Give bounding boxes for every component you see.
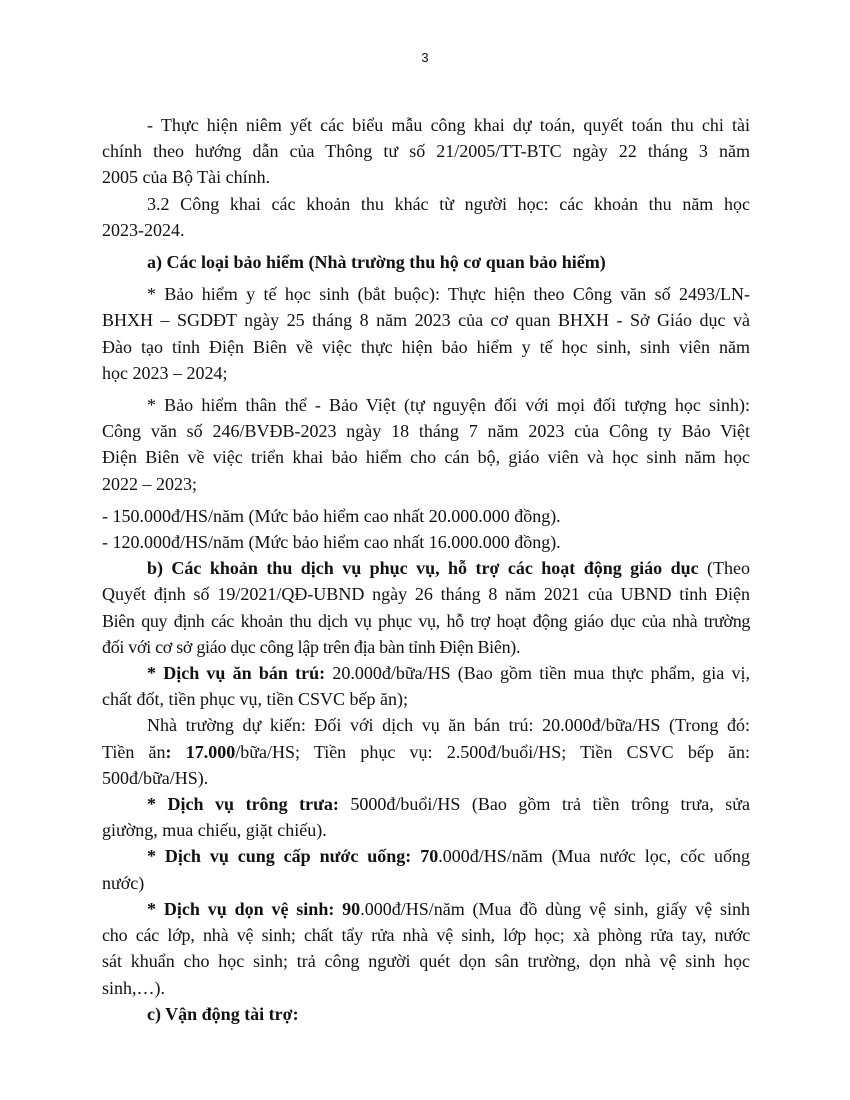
paragraph-budget-posting [102,112,750,191]
service-water [102,843,750,895]
text-line: Công văn số 246/BVĐB-2023 ngày 18 tháng 7 năm 2023 của Công ty Bảo Việt [102,421,750,442]
heading-text: a) Các loại bảo hiểm (Nhà trường thu hộ cơ quan bảo hiểm) [147,252,606,273]
text-line: học 2023 – 2024; [102,362,228,383]
insurance-option-120k: - 120.000đ/HS/năm (Mức bảo hiểm cao nhất 16.000.000 đồng). [102,532,561,553]
text-line: 2005 của Bộ Tài chính. [102,167,271,188]
text-line: Quyết định số 19/2021/QĐ-UBND ngày 26 tháng 8 năm 2021 của UBND tỉnh Điện [102,584,750,605]
text-line: Biên quy định các khoản thu dịch vụ phục vụ, hỗ trợ hoạt động giáo dục của nhà trường [102,610,750,631]
text-run: .000đ/HS/năm (Mua đồ dùng vệ sinh, giấy vệ sinh [360,898,750,919]
service-meal [102,660,750,712]
text-run: 5000đ/buổi/HS (Bao gồm trả tiền trông trưa, sửa [338,794,750,815]
text-line: Nhà trường dự kiến: Đối với dịch vụ ăn bán trú: 20.000đ/bữa/HS (Trong đó: [147,715,750,736]
text-line: chính theo hướng dẫn của Thông tư số 21/2005/TT-BTC ngày 22 tháng 3 năm [102,141,750,162]
text-line: 2022 – 2023; [102,473,198,494]
text-run: (Theo [698,558,751,579]
paragraph-body-insurance [102,392,750,497]
service-nap [102,791,750,843]
heading-insurance [102,249,750,275]
paragraph-service-fees [102,555,750,660]
service-label: * Dịch vụ ăn bán trú: [147,663,326,684]
text-line: đối với cơ sở giáo dục công lập trên địa bàn tỉnh Điện Biên). [102,636,521,657]
text-run: .000đ/HS/năm (Mua nước lọc, cốc uống [438,846,750,867]
text-line: * Bảo hiểm y tế học sinh (bắt buộc): Thực hiện theo Công văn số 2493/LN- [147,284,750,305]
text-line: giường, mua chiếu, giặt chiếu). [102,820,327,841]
insurance-options [102,503,750,555]
text-line: sinh,…). [102,977,165,998]
text-line: nước) [102,872,145,893]
text-line: Điện Biên về việc triển khai bảo hiểm cho cán bộ, giáo viên và học sinh năm học [102,447,750,468]
heading-text: c) Vận động tài trợ: [147,1003,299,1024]
paragraph-section-3-2 [102,191,750,243]
text-line: BHXH – SGDĐT ngày 25 tháng 8 năm 2023 của cơ quan BHXH - Sở Giáo dục và [102,310,750,331]
service-label: * Dịch vụ dọn vệ sinh: 90 [147,898,361,919]
meal-cost-value: : 17.000 [165,741,236,762]
service-label: * Dịch vụ trông trưa: [147,794,339,815]
text-line: 2023-2024. [102,219,185,240]
text-line: cho các lớp, nhà vệ sinh; chất tẩy rửa nhà vệ sinh, lớp học; xà phòng rửa tay, nước [102,925,750,946]
text-run: 20.000đ/bữa/HS (Bao gồm tiền mua thực phẩm, gia vị, [325,663,750,684]
heading-services: b) Các khoản thu dịch vụ phục vụ, hỗ trợ các hoạt động giáo dục [147,558,699,579]
text-line: chất đốt, tiền phục vụ, tiền CSVC bếp ăn); [102,689,408,710]
page-number: 3 [421,50,429,65]
service-label: * Dịch vụ cung cấp nước uống: 70 [147,846,439,867]
text-run: /bữa/HS; Tiền phục vụ: 2.500đ/buổi/HS; Tiền CSVC bếp ăn: [235,741,750,762]
text-run: Tiền ăn [102,741,166,762]
text-line: * Bảo hiểm thân thể - Bảo Việt (tự nguyện đối với mọi đối tượng học sinh): [147,395,750,416]
document-body [102,112,750,1027]
text-line: - Thực hiện niêm yết các biểu mẫu công khai dự toán, quyết toán thu chi tài [147,115,750,135]
text-line: 500đ/bữa/HS). [102,767,209,788]
text-line: Đào tạo tỉnh Điện Biên về việc thực hiện bảo hiểm y tế học sinh, sinh viên năm [102,336,750,357]
service-cleaning [102,896,750,1001]
paragraph-health-insurance [102,281,750,386]
text-line: 3.2 Công khai các khoản thu khác từ người học: các khoản thu năm học [147,193,750,214]
school-plan [102,712,750,791]
text-line: sát khuẩn cho học sinh; trả công người quét dọn sân trường, dọn nhà vệ sinh học [102,951,750,972]
heading-sponsorship [102,1001,750,1027]
insurance-option-150k: - 150.000đ/HS/năm (Mức bảo hiểm cao nhất 20.000.000 đồng). [102,505,561,526]
